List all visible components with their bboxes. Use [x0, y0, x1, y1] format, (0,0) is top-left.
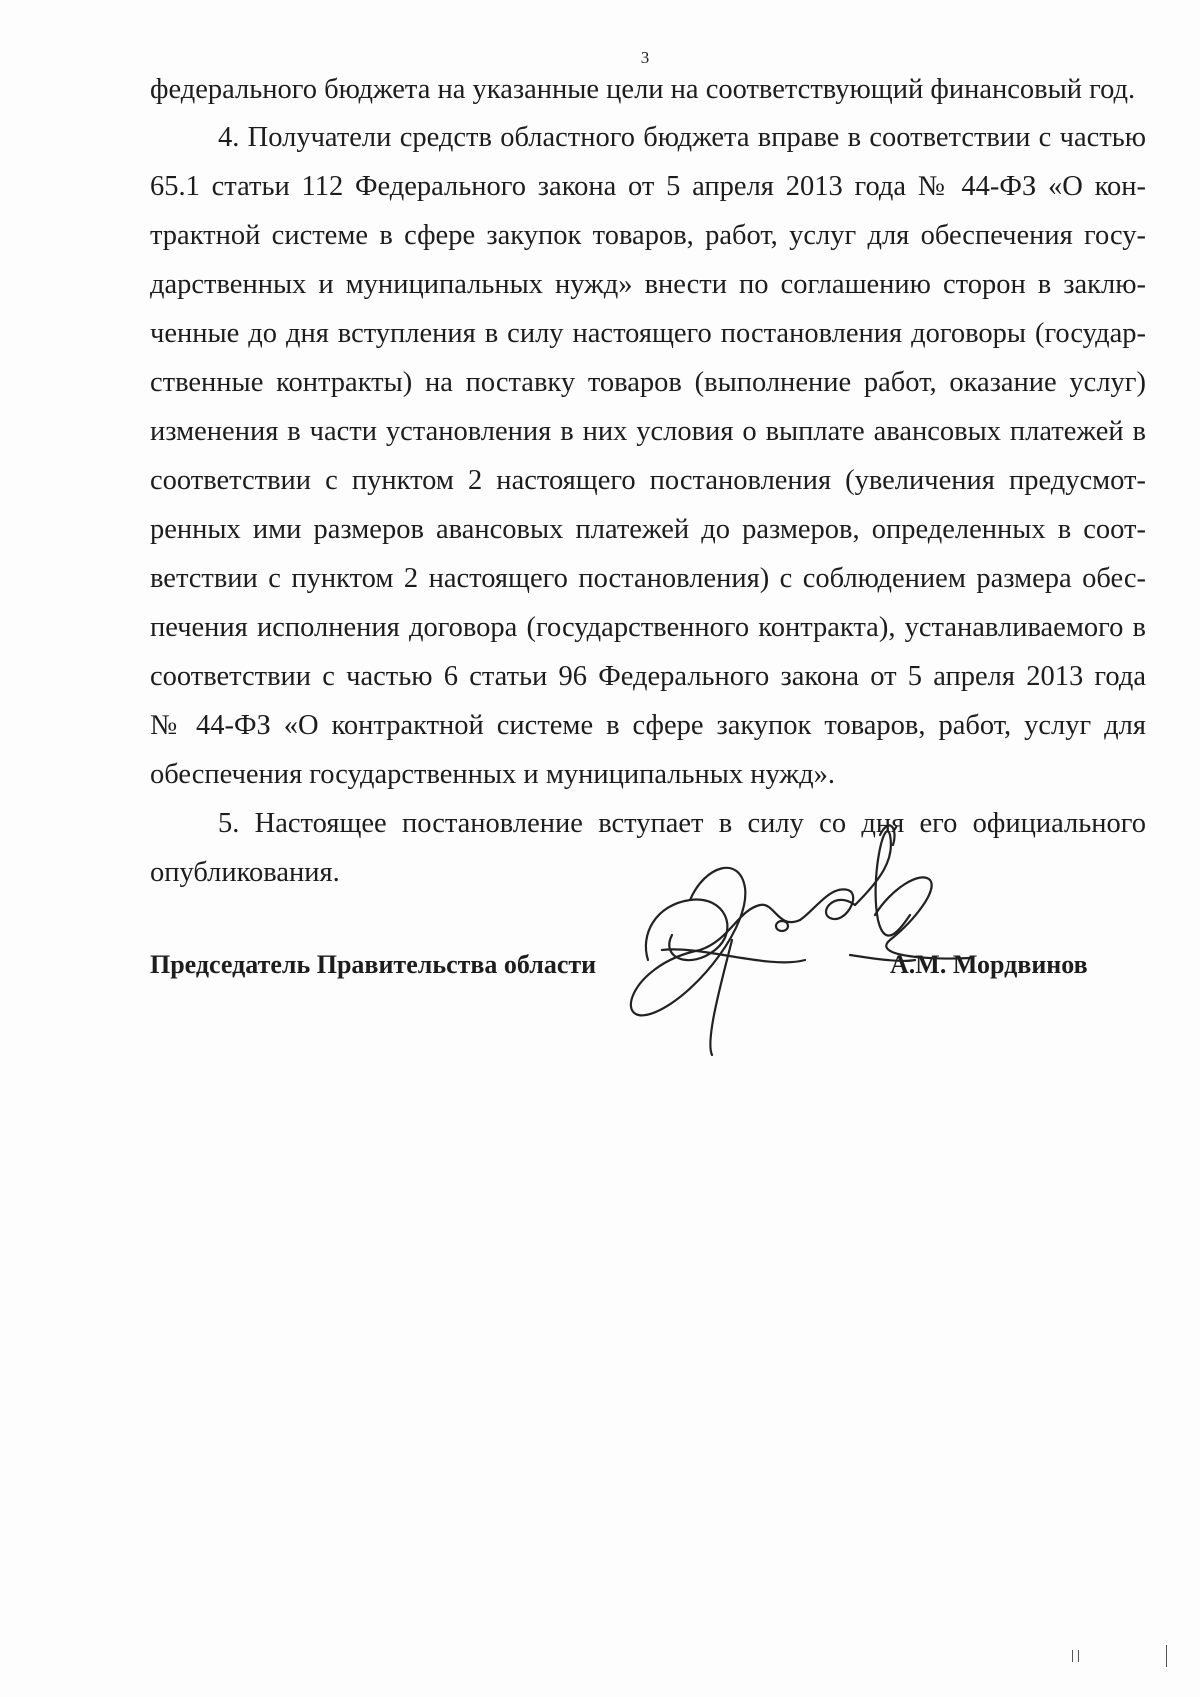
text-line: 5. Настоящее постановление вступает в силу со дня его официального: [218, 808, 1146, 839]
text-line: опубликования.: [150, 857, 340, 888]
text-line: печения исполнения договора (государственного контракта), устанавливаемого в: [150, 612, 1146, 643]
text-line: трактной системе в сфере закупок товаров, работ, услуг для обеспечения госу-: [150, 220, 1146, 251]
signature-block: [150, 945, 1150, 985]
text-line: 65.1 статьи 112 Федерального закона от 5 апреля 2013 года № 44-ФЗ «О кон-: [150, 171, 1146, 202]
scan-artifact: [1166, 1645, 1167, 1667]
text-line: соответствии с частью 6 статьи 96 Федерального закона от 5 апреля 2013 года: [150, 661, 1146, 692]
text-line: 4. Получатели средств областного бюджета вправе в соответствии с частью: [218, 122, 1146, 153]
scan-artifact: [1072, 1650, 1073, 1662]
text-line: ственные контракты) на поставку товаров (выполнение работ, оказание услуг): [150, 367, 1146, 398]
text-line: дарственных и муниципальных нужд» внести по соглашению сторон в заклю-: [150, 269, 1146, 300]
text-line: изменения в части установления в них условия о выплате авансовых платежей в: [150, 416, 1146, 447]
signatory-name: А.М. Мордвинов: [890, 950, 1088, 979]
text-line: ренных ими размеров авансовых платежей до размеров, определенных в соот-: [150, 514, 1146, 545]
text-line: федерального бюджета на указанные цели на соответствующий финансовый год.: [150, 74, 1136, 105]
scan-artifact: [1078, 1650, 1079, 1662]
page-number: 3: [640, 48, 650, 67]
text-line: № 44-ФЗ «О контрактной системе в сфере закупок товаров, работ, услуг для: [150, 710, 1146, 741]
text-line: ветствии с пунктом 2 настоящего постановления) с соблюдением размера обес-: [150, 563, 1146, 594]
text-line: ченные до дня вступления в силу настоящего постановления договоры (государ-: [150, 318, 1146, 349]
text-line: обеспечения государственных и муниципальных нужд».: [150, 759, 835, 790]
signatory-title: Председатель Правительства области: [150, 950, 597, 979]
text-line: соответствии с пунктом 2 настоящего постановления (увеличения предусмот-: [150, 465, 1146, 496]
